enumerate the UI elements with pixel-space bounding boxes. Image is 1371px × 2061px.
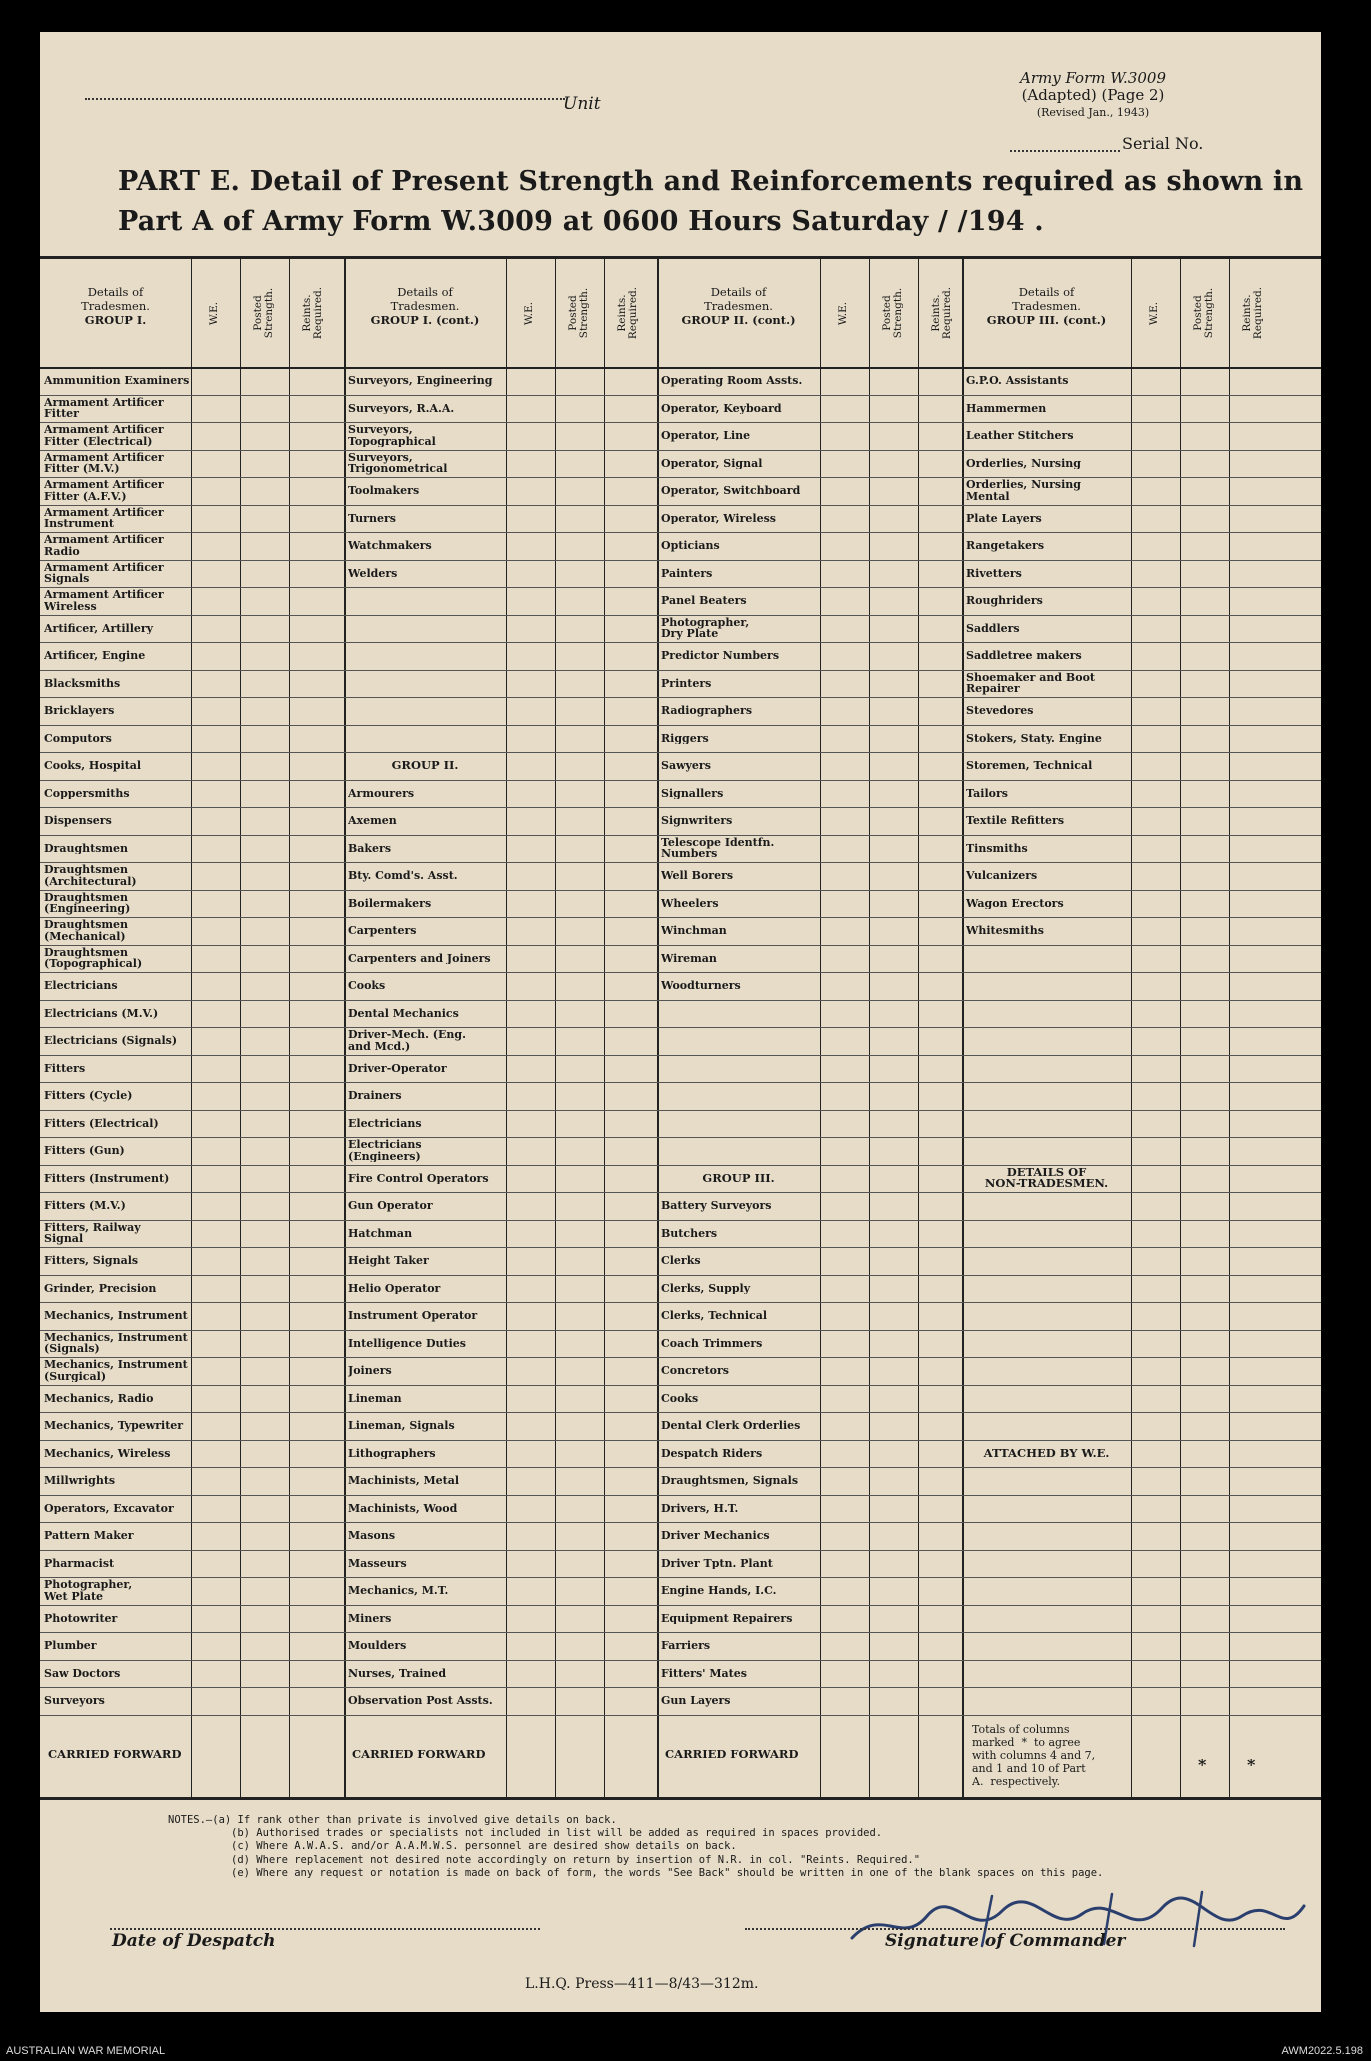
column-header-posted xyxy=(1185,279,1223,347)
row-rule xyxy=(40,807,1321,808)
trade-label: Photographer, Wet Plate xyxy=(44,1579,133,1602)
trade-label: Woodturners xyxy=(661,980,741,992)
row-rule xyxy=(40,422,1321,423)
trade-label: Orderlies, Nursing Mental xyxy=(966,479,1081,502)
column-header-details xyxy=(657,285,820,327)
trade-label: Hammermen xyxy=(966,402,1047,414)
trade-label: Artificer, Engine xyxy=(44,650,146,662)
row-rule xyxy=(40,752,1321,753)
row-rule xyxy=(40,1660,1321,1661)
row-rule xyxy=(40,1330,1321,1331)
trade-label: Roughriders xyxy=(966,595,1043,607)
trade-label: Well Borers xyxy=(661,870,734,882)
row-rule xyxy=(40,395,1321,396)
row-rule xyxy=(40,642,1321,643)
trade-label: Lineman, Signals xyxy=(348,1420,455,1432)
trade-label: Mechanics, Typewriter xyxy=(44,1420,184,1432)
trade-label: Saw Doctors xyxy=(44,1667,121,1679)
title-line-1: PART E. Detail of Present Strength and Reinforcements required as shown in xyxy=(118,166,1304,197)
unit-label: Unit xyxy=(563,94,601,114)
trade-label: Fitters (Gun) xyxy=(44,1145,125,1157)
trade-label: Artificer, Artillery xyxy=(44,622,154,634)
row-rule xyxy=(40,1000,1321,1001)
trade-label: Concretors xyxy=(661,1365,729,1377)
trade-label: Driver-Mech. (Eng. and Mcd.) xyxy=(348,1029,466,1052)
press-line: L.H.Q. Press—411—8/43—312m. xyxy=(525,1976,759,1992)
trade-label: Orderlies, Nursing xyxy=(966,457,1081,469)
header-details-text: Details of Tradesmen. xyxy=(1012,285,1081,313)
date-of-despatch-line xyxy=(110,1928,540,1930)
trade-label: Joiners xyxy=(348,1365,392,1377)
trade-label: Panel Beaters xyxy=(661,595,747,607)
form-name: Army Form W.3009 xyxy=(1020,69,1166,87)
signature-line xyxy=(745,1928,1285,1930)
column-divider xyxy=(1229,259,1230,1797)
trade-label: Hatchman xyxy=(348,1227,413,1239)
row-rule xyxy=(40,1522,1321,1523)
trade-label: Opticians xyxy=(661,540,720,552)
header-group-text: GROUP I. xyxy=(84,313,147,327)
trade-label: Blacksmiths xyxy=(44,677,121,689)
row-rule xyxy=(40,560,1321,561)
row-rule xyxy=(40,587,1321,588)
row-rule xyxy=(40,697,1321,698)
trade-label: Printers xyxy=(661,677,712,689)
trade-label: Lineman xyxy=(348,1392,402,1404)
trade-label: Coppersmiths xyxy=(44,787,130,799)
trade-label: Draughtsmen, Signals xyxy=(661,1475,799,1487)
column-divider xyxy=(869,259,870,1797)
trade-label: Predictor Numbers xyxy=(661,650,780,662)
trade-label: Stokers, Staty. Engine xyxy=(966,732,1102,744)
trade-label: Armament Artificer Radio xyxy=(44,534,164,557)
header-rule xyxy=(40,367,1321,369)
trade-label: Bakers xyxy=(348,842,392,854)
column-header-we-text: W.E. xyxy=(523,301,536,325)
trade-label: Surveyors, R.A.A. xyxy=(348,402,455,414)
serial-label: Serial No. xyxy=(1122,134,1204,153)
row-rule xyxy=(40,1467,1321,1468)
header-group-text: GROUP I. (cont.) xyxy=(370,313,480,327)
row-rule xyxy=(40,780,1321,781)
trade-label: Rangetakers xyxy=(966,540,1045,552)
trade-label: Drainers xyxy=(348,1090,402,1102)
note-line: NOTES.—(a) If rank other than private is involved give details on back. xyxy=(168,1814,617,1826)
carried-forward-label: CARRIED FORWARD xyxy=(665,1748,799,1760)
trade-label: Fitters xyxy=(44,1062,86,1074)
trade-label: Bricklayers xyxy=(44,705,115,717)
trade-label: Lithographers xyxy=(348,1447,436,1459)
trade-label: Fitters' Mates xyxy=(661,1667,747,1679)
trade-label: Electricians (Signals) xyxy=(44,1035,178,1047)
column-divider xyxy=(820,259,821,1797)
note-line: (e) Where any request or notation is made on back of form, the words "See Back" should be written in one of the blank spaces on this page. xyxy=(231,1866,1104,1879)
column-divider xyxy=(289,259,290,1797)
trade-label: Electricians (Engineers) xyxy=(348,1139,422,1162)
column-divider xyxy=(1180,259,1181,1797)
trade-label: Leather Stitchers xyxy=(966,430,1074,442)
trade-label: Operator, Signal xyxy=(661,457,763,469)
trade-label: Watchmakers xyxy=(348,540,432,552)
trade-label: Tailors xyxy=(966,787,1008,799)
row-rule xyxy=(40,450,1321,451)
trade-label: Draughtsmen (Architectural) xyxy=(44,864,137,887)
trade-label: Despatch Riders xyxy=(661,1447,763,1459)
trade-label: Boilermakers xyxy=(348,897,432,909)
trade-label: Coach Trimmers xyxy=(661,1337,763,1349)
trade-label: Whitesmiths xyxy=(966,925,1044,937)
column-header-we-text: W.E. xyxy=(837,301,850,325)
row-rule xyxy=(40,1385,1321,1386)
row-rule xyxy=(40,1302,1321,1303)
column-header-posted xyxy=(874,279,912,347)
trade-label: Photowriter xyxy=(44,1612,118,1624)
notes xyxy=(168,1814,1103,1880)
trade-label: Mechanics, Instrument xyxy=(44,1310,188,1322)
row-rule xyxy=(40,1137,1321,1138)
row-rule xyxy=(40,615,1321,616)
trade-label: Painters xyxy=(661,567,713,579)
trade-label: Cooks xyxy=(348,980,386,992)
footer-accession: AWM2022.5.198 xyxy=(1281,2045,1363,2057)
trade-label: Textile Refitters xyxy=(966,815,1065,827)
trade-label: Radiographers xyxy=(661,705,753,717)
trade-label: Clerks, Supply xyxy=(661,1282,751,1294)
trade-label: Pattern Maker xyxy=(44,1530,134,1542)
note-line: (b) Authorised trades or specialists not included in list will be added as required in spaces provided. xyxy=(231,1827,883,1840)
row-rule xyxy=(40,1715,1321,1716)
trade-label: Wagon Erectors xyxy=(966,897,1064,909)
row-rule xyxy=(40,945,1321,946)
header-group-text: GROUP II. (cont.) xyxy=(681,313,796,327)
column-header-details xyxy=(40,285,191,327)
column-header-we-text: W.E. xyxy=(208,301,221,325)
trade-label: Grinder, Precision xyxy=(44,1282,157,1294)
trade-label: Mechanics, Instrument (Signals) xyxy=(44,1331,188,1355)
row-rule xyxy=(40,532,1321,533)
row-rule xyxy=(40,1687,1321,1688)
trade-label: Armament Artificer Instrument xyxy=(44,506,164,530)
row-rule xyxy=(40,1632,1321,1633)
trade-label: Electricians (M.V.) xyxy=(44,1007,159,1019)
row-rule xyxy=(40,1412,1321,1413)
row-rule xyxy=(40,1247,1321,1248)
trade-label: Electricians xyxy=(44,980,118,992)
column-divider xyxy=(918,259,919,1797)
title-line-2: Part A of Army Form W.3009 at 0600 Hours Saturday / /194 . xyxy=(118,206,1044,237)
column-header-posted-text: Posted Strength. xyxy=(881,287,905,339)
trade-label: Battery Surveyors xyxy=(661,1200,772,1212)
carried-forward-label: CARRIED FORWARD xyxy=(48,1748,182,1760)
row-rule xyxy=(40,1055,1321,1056)
date-of-despatch-label: Date of Despatch xyxy=(112,1931,276,1951)
column-divider xyxy=(1131,259,1132,1797)
column-header-reinfs-text: Reints. Required. xyxy=(616,286,640,340)
trade-label: Draughtsmen (Engineering) xyxy=(44,891,131,915)
column-divider xyxy=(604,259,605,1797)
trade-label: Driver-Operator xyxy=(348,1062,447,1074)
trade-label: Clerks, Technical xyxy=(661,1310,767,1322)
non-tradesmen-heading: DETAILS OF NON-TRADESMEN. xyxy=(984,1166,1109,1190)
row-rule xyxy=(40,1110,1321,1111)
trade-label: Butchers xyxy=(661,1227,718,1239)
header-group-text: GROUP III. (cont.) xyxy=(986,313,1107,327)
trade-label: Miners xyxy=(348,1612,392,1624)
column-header-posted xyxy=(560,279,598,347)
trade-label: Bty. Comd's. Asst. xyxy=(348,870,458,882)
trade-label: Operator, Wireless xyxy=(661,512,776,524)
trade-label: Equipment Repairers xyxy=(661,1612,793,1624)
trade-label: Mechanics, M.T. xyxy=(348,1585,449,1597)
trade-label: Clerks xyxy=(661,1255,701,1267)
trade-label: Fitters (Cycle) xyxy=(44,1090,133,1102)
row-rule xyxy=(40,862,1321,863)
trade-label: Carpenters xyxy=(348,925,417,937)
trade-label: Armourers xyxy=(348,787,415,799)
trade-label: Riggers xyxy=(661,732,709,744)
row-rule xyxy=(40,725,1321,726)
column-divider xyxy=(555,259,556,1797)
column-header-posted-text: Posted Strength. xyxy=(1192,287,1216,339)
column-header-reinfs xyxy=(1234,279,1272,347)
trade-label: Nurses, Trained xyxy=(348,1667,447,1679)
trade-label: Carpenters and Joiners xyxy=(348,952,491,964)
trade-label: Pharmacist xyxy=(44,1557,115,1569)
footer-credit: AUSTRALIAN WAR MEMORIAL xyxy=(6,2045,166,2057)
row-rule xyxy=(40,917,1321,918)
trade-label: Observation Post Assts. xyxy=(348,1695,493,1707)
trade-label: Driver Tptn. Plant xyxy=(661,1557,773,1569)
trade-label: Engine Hands, I.C. xyxy=(661,1585,777,1597)
header-details-text: Details of Tradesmen. xyxy=(81,285,150,313)
column-header-posted-text: Posted Strength. xyxy=(567,287,591,339)
trade-label: Computors xyxy=(44,732,112,744)
note-line: (c) Where A.W.A.S. and/or A.A.M.W.S. personnel are desired show details on back. xyxy=(231,1840,737,1853)
group-divider xyxy=(962,259,964,1797)
column-divider xyxy=(240,259,241,1797)
form-adapted: (Adapted) (Page 2) xyxy=(1021,86,1165,104)
row-rule xyxy=(40,670,1321,671)
row-rule xyxy=(40,1082,1321,1083)
trade-label: Millwrights xyxy=(44,1475,116,1487)
trade-label: Fitters (Electrical) xyxy=(44,1117,159,1129)
trade-label: Operator, Line xyxy=(661,430,751,442)
group-ii-heading: GROUP II. xyxy=(391,760,459,772)
row-rule xyxy=(40,505,1321,506)
trade-label: Plate Layers xyxy=(966,512,1042,524)
trade-label: Armament Artificer Fitter (A.F.V.) xyxy=(44,479,164,502)
trade-label: Instrument Operator xyxy=(348,1310,478,1322)
column-divider xyxy=(191,259,192,1797)
trade-label: Armament Artificer Fitter (Electrical) xyxy=(44,424,164,447)
trade-label: Armament Artificer Wireless xyxy=(44,589,164,612)
column-header-reinfs-text: Reints. Required. xyxy=(1241,286,1265,340)
trade-label: Tinsmiths xyxy=(966,842,1028,854)
row-rule xyxy=(40,1550,1321,1551)
column-header-details xyxy=(962,285,1131,327)
serial-line xyxy=(1010,150,1120,152)
asterisk-mark: * xyxy=(1247,1758,1256,1770)
column-header-reinfs xyxy=(294,279,332,347)
trade-label: Toolmakers xyxy=(348,485,420,497)
row-rule xyxy=(40,1605,1321,1606)
trade-label: Electricians xyxy=(348,1117,422,1129)
column-divider xyxy=(506,259,507,1797)
row-rule xyxy=(40,1220,1321,1221)
trade-label: Draughtsmen xyxy=(44,842,129,854)
trade-label: Drivers, H.T. xyxy=(661,1502,739,1514)
trade-label: Fitters, Railway Signal xyxy=(44,1221,141,1245)
trade-label: Wheelers xyxy=(661,897,719,909)
header-details-text: Details of Tradesmen. xyxy=(390,285,460,313)
trade-label: Mechanics, Radio xyxy=(44,1392,154,1404)
column-header-posted-text: Posted Strength. xyxy=(252,287,276,339)
form-identifier xyxy=(1020,70,1166,121)
trade-label: Draughtsmen (Mechanical) xyxy=(44,919,129,942)
group-iii-heading: GROUP III. xyxy=(702,1172,775,1184)
trade-label: Operators, Excavator xyxy=(44,1502,174,1514)
trade-label: Gun Layers xyxy=(661,1695,731,1707)
group-divider xyxy=(657,259,659,1797)
trade-label: Saddletree makers xyxy=(966,650,1082,662)
trade-label: Masons xyxy=(348,1530,396,1542)
trade-label: Mechanics, Instrument (Surgical) xyxy=(44,1359,188,1382)
trade-label: Wireman xyxy=(661,952,717,964)
unit-line xyxy=(85,98,565,100)
trade-label: Rivetters xyxy=(966,567,1022,579)
trade-label: Fitters, Signals xyxy=(44,1255,139,1267)
trade-label: Height Taker xyxy=(348,1255,429,1267)
row-rule xyxy=(40,1357,1321,1358)
trade-label: Dispensers xyxy=(44,815,112,827)
trade-label: Armament Artificer Signals xyxy=(44,561,164,585)
trade-label: Gun Operator xyxy=(348,1200,433,1212)
row-rule xyxy=(40,972,1321,973)
trade-label: Dental Mechanics xyxy=(348,1007,459,1019)
row-rule xyxy=(40,1577,1321,1578)
column-header-reinfs xyxy=(923,279,961,347)
signature-label: Signature of Commander xyxy=(885,1931,1126,1951)
column-header-reinfs xyxy=(609,279,647,347)
trade-label: Telescope Identfn. Numbers xyxy=(661,836,775,860)
trade-label: Dental Clerk Orderlies xyxy=(661,1420,801,1432)
trade-label: Signallers xyxy=(661,787,724,799)
carried-forward-label: CARRIED FORWARD xyxy=(352,1748,486,1760)
footer-bar xyxy=(0,2040,1371,2061)
trade-label: Sawyers xyxy=(661,760,711,772)
trade-label: Machinists, Metal xyxy=(348,1475,460,1487)
totals-note: Totals of columns marked * to agree with columns 4 and 7, and 1 and 10 of Part A. respectively. xyxy=(972,1722,1096,1788)
trade-label: Intelligence Duties xyxy=(348,1337,466,1349)
trade-label: Farriers xyxy=(661,1640,711,1652)
column-header-details xyxy=(344,285,506,327)
note-line: (d) Where replacement not desired note accordingly on return by insertion of N.R. in col. "Reints. Required." xyxy=(231,1853,921,1866)
row-rule xyxy=(40,1495,1321,1496)
column-header-posted xyxy=(245,279,283,347)
trade-label: Turners xyxy=(348,512,396,524)
row-rule xyxy=(40,835,1321,836)
trade-label: Winchman xyxy=(661,925,727,937)
column-header-reinfs-text: Reints. Required. xyxy=(930,286,954,340)
trade-label: Signwriters xyxy=(661,815,733,827)
trade-label: Plumber xyxy=(44,1640,97,1652)
asterisk-mark: * xyxy=(1198,1758,1207,1770)
trade-label: Operator, Keyboard xyxy=(661,402,782,414)
trade-label: Helio Operator xyxy=(348,1282,441,1294)
row-rule xyxy=(40,477,1321,478)
trade-label: Operating Room Assts. xyxy=(661,375,803,387)
trade-label: Saddlers xyxy=(966,622,1020,634)
column-header-reinfs-text: Reints. Required. xyxy=(301,286,325,340)
trade-label: Machinists, Wood xyxy=(348,1502,458,1514)
trade-label: Shoemaker and Boot Repairer xyxy=(966,671,1095,695)
trade-label: Surveyors, Trigonometrical xyxy=(348,451,448,475)
trade-label: Axemen xyxy=(348,815,397,827)
row-rule xyxy=(40,1275,1321,1276)
trade-label: G.P.O. Assistants xyxy=(966,375,1069,387)
trade-label: Stevedores xyxy=(966,705,1034,717)
column-header-we-text: W.E. xyxy=(1148,301,1161,325)
column-header-we xyxy=(196,279,234,347)
group-divider xyxy=(344,259,346,1797)
attached-by-we-heading: ATTACHED BY W.E. xyxy=(983,1447,1110,1459)
trade-label: Masseurs xyxy=(348,1557,407,1569)
tradesmen-table xyxy=(40,256,1321,1800)
trade-label: Armament Artificer Fitter xyxy=(44,396,164,420)
trade-label: Photographer, Dry Plate xyxy=(661,616,750,640)
trade-label: Surveyors xyxy=(44,1695,105,1707)
column-header-we xyxy=(1136,279,1174,347)
trade-label: Cooks xyxy=(661,1392,699,1404)
trade-label: Cooks, Hospital xyxy=(44,760,142,772)
trade-label: Mechanics, Wireless xyxy=(44,1447,171,1459)
column-header-we xyxy=(825,279,863,347)
trade-label: Vulcanizers xyxy=(966,870,1038,882)
row-rule xyxy=(40,1027,1321,1028)
trade-label: Surveyors, Engineering xyxy=(348,375,493,387)
trade-label: Operator, Switchboard xyxy=(661,485,801,497)
trade-label: Driver Mechanics xyxy=(661,1530,770,1542)
row-rule xyxy=(40,1440,1321,1441)
trade-label: Moulders xyxy=(348,1640,407,1652)
row-rule xyxy=(40,890,1321,891)
trade-label: Fitters (M.V.) xyxy=(44,1200,126,1212)
row-rule xyxy=(40,1165,1321,1166)
trade-label: Fitters (Instrument) xyxy=(44,1172,170,1184)
form-revised: (Revised Jan., 1943) xyxy=(1036,106,1150,119)
trade-label: Armament Artificer Fitter (M.V.) xyxy=(44,451,164,475)
trade-label: Welders xyxy=(348,567,398,579)
header-details-text: Details of Tradesmen. xyxy=(704,285,773,313)
trade-label: Surveyors, Topographical xyxy=(348,424,436,447)
trade-label: Fire Control Operators xyxy=(348,1172,489,1184)
column-header-we xyxy=(511,279,549,347)
trade-label: Storemen, Technical xyxy=(966,760,1093,772)
trade-label: Ammunition Examiners xyxy=(44,375,189,387)
trade-label: Draughtsmen (Topographical) xyxy=(44,946,143,970)
row-rule xyxy=(40,1192,1321,1193)
